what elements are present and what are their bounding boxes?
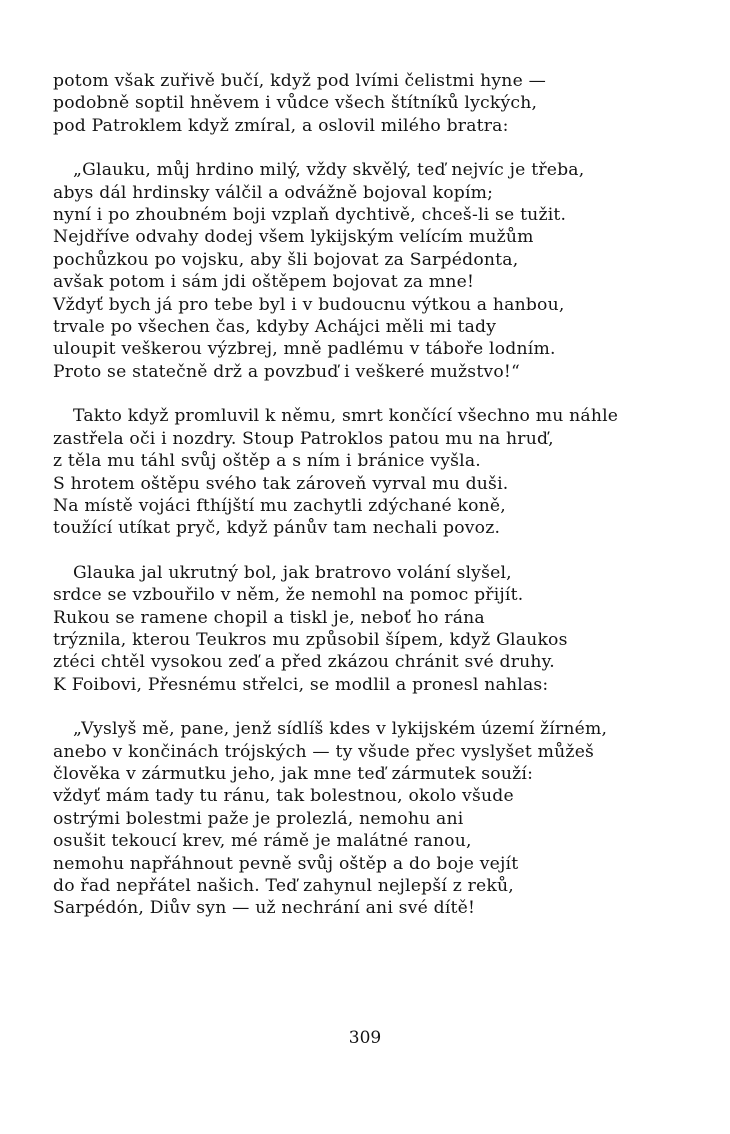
stanza-4 xyxy=(53,562,690,696)
verse-line: nemohu napřáhnout pevně svůj oštěp a do boje vejít xyxy=(53,853,519,874)
verse-line: potom však zuřivě bučí, když pod lvími čelistmi hyne — xyxy=(53,71,546,91)
verse-line: pochůzkou po vojsku, aby šli bojovat za Sarpédonta, xyxy=(53,249,519,270)
verse-line: vždyť mám tady tu ránu, tak bolestnou, okolo všude xyxy=(53,786,514,807)
verse-line: podobně soptil hněvem i vůdce všech štítníků lyckých, xyxy=(53,93,538,114)
verse-line: Rukou se ramene chopil a tiskl je, neboť ho rána xyxy=(53,607,485,628)
verse-line: uloupit veškerou výzbrej, mně padlému v táboře lodním. xyxy=(53,339,556,360)
verse-line: zastřela oči i nozdry. Stoup Patroklos patou mu na hruď, xyxy=(53,428,554,449)
verse-line: toužící utíkat pryč, když pánův tam nechali povoz. xyxy=(53,518,501,539)
stanza-3 xyxy=(53,405,690,539)
verse-line: Sarpédón, Diův syn — už nechrání ani své dítě! xyxy=(53,898,476,919)
verse-line: srdce se vzbouřilo v něm, že nemohl na pomoc přijít. xyxy=(53,585,524,606)
verse-line: do řad nepřátel našich. Teď zahynul nejlepší z reků, xyxy=(53,876,514,896)
verse-line: z těla mu táhl svůj oštěp a s ním i bránice vyšla. xyxy=(53,451,481,472)
verse-line: „Glauku, můj hrdino milý, vždy skvělý, teď nejvíc je třeba, xyxy=(73,160,585,181)
verse-line: K Foibovi, Přesnému střelci, se modlil a pronesl nahlas: xyxy=(53,674,549,695)
verse-line: abys dál hrdinsky válčil a odvážně bojoval kopím; xyxy=(53,182,494,203)
verse-line: Proto se statečně drž a povzbuď i veškeré mužstvo!“ xyxy=(53,361,520,382)
verse-line: osušit tekoucí krev, mé rámě je malátné ranou, xyxy=(53,831,472,852)
verse-line: S hrotem oštěpu svého tak zároveň vyrval mu duši. xyxy=(53,473,509,494)
verse-line: trýznila, kterou Teukros mu způsobil šípem, když Glaukos xyxy=(53,629,568,650)
page-number: 309 xyxy=(348,1028,382,1048)
verse-line: ostrými bolestmi paže je prolezlá, nemohu ani xyxy=(53,808,464,829)
verse-line: trvale po všechen čas, kdyby Achájci měli mi tady xyxy=(53,317,497,338)
verse-line: člověka v zármutku jeho, jak mne teď zármutek souží: xyxy=(53,763,534,784)
stanza-1 xyxy=(53,70,690,137)
verse-line: Glauka jal ukrutný bol, jak bratrovo volání slyšel, xyxy=(73,562,512,583)
verse-line: avšak potom i sám jdi oštěpem bojovat za mne! xyxy=(53,272,475,293)
verse-line: Vždyť bych já pro tebe byl i v budoucnu výtkou a hanbou, xyxy=(53,294,565,315)
verse-line: ztéci chtěl vysokou zeď a před zkázou chránit své druhy. xyxy=(53,652,555,673)
verse-line: Takto když promluvil k němu, smrt končící všechno mu náhle xyxy=(73,406,619,427)
verse-line: pod Patroklem když zmíral, a oslovil milého bratra: xyxy=(53,115,509,136)
verse-line: Nejdříve odvahy dodej všem lykijským velícím mužům xyxy=(53,227,534,248)
verse-line: Na místě vojáci fthíjští mu zachytli zdýchané koně, xyxy=(53,495,506,516)
verse-line: anebo v končinách trójských — ty všude přec vyslyšet můžeš xyxy=(53,741,595,762)
stanza-2 xyxy=(53,159,690,383)
stanza-5 xyxy=(53,718,690,920)
verse-line: „Vyslyš mě, pane, jenž sídlíš kdes v lykijském území žírném, xyxy=(73,719,608,740)
verse-line: nyní i po zhoubném boji vzplaň dychtivě, chceš-li se tužit. xyxy=(53,205,567,226)
